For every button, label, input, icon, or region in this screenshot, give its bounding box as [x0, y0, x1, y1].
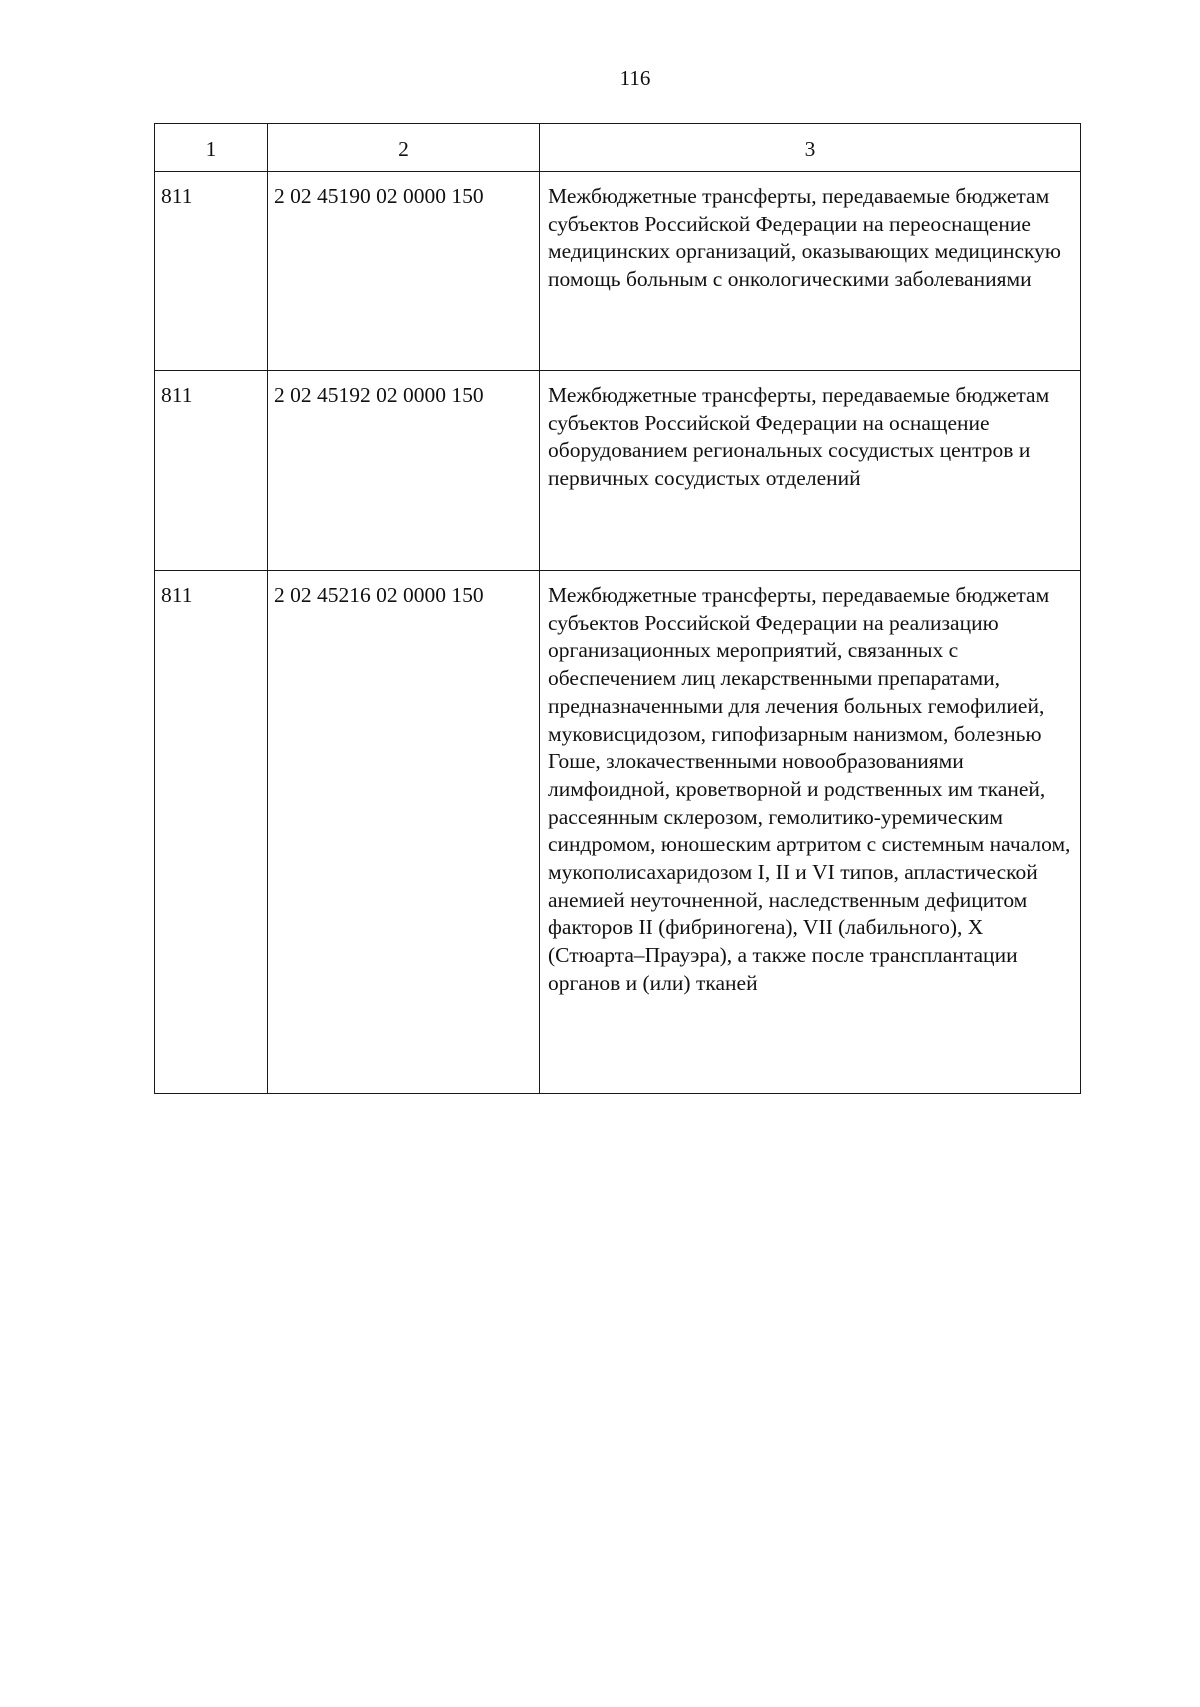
description-cell: Межбюджетные трансферты, передаваемые бюджетам субъектов Российской Федерации на оснащение оборудованием региональных сосудистых центров и первичных сосудистых отделений: [540, 371, 1081, 571]
page-number: 116: [619, 66, 651, 90]
description-cell: Межбюджетные трансферты, передаваемые бюджетам субъектов Российской Федерации на реализацию организационных мероприятий, связанных с обеспечением лиц лекарственными препаратами, предназначенными для лечения больных гемофилией, муковисцидозом, гипофизарным нанизмом, болезнью Гоше, злокачественными новообразованиями лимфоидной, кроветворной и родственных им тканей, рассеянным склерозом, гемолитико-уремическим синдромом, юношеским артритом с системным началом, мукополисахаридозом I, II и VI типов, апластической анемией неуточненной, наследственным дефицитом факторов II (фибриногена), VII (лабильного), X (Стюарта–Прауэра), а также после трансплантации органов и (или) тканей: [540, 571, 1081, 1094]
classification-code-cell: 2 02 45216 02 0000 150: [268, 571, 540, 1094]
classification-code-cell: 2 02 45192 02 0000 150: [268, 371, 540, 571]
table-row: [155, 571, 1081, 1094]
budget-classification-table: [154, 123, 1081, 1094]
table-row: [155, 172, 1081, 371]
table-header-row: [155, 124, 1081, 172]
column-header-1: 1: [155, 124, 268, 172]
table-row: [155, 371, 1081, 571]
description-cell: Межбюджетные трансферты, передаваемые бюджетам субъектов Российской Федерации на переоснащение медицинских организаций, оказывающих медицинскую помощь больным с онкологическими заболеваниями: [540, 172, 1081, 371]
admin-code-cell: 811: [155, 571, 268, 1094]
column-header-2: 2: [268, 124, 540, 172]
classification-code-cell: 2 02 45190 02 0000 150: [268, 172, 540, 371]
admin-code-cell: 811: [155, 371, 268, 571]
admin-code-cell: 811: [155, 172, 268, 371]
column-header-3: 3: [540, 124, 1081, 172]
